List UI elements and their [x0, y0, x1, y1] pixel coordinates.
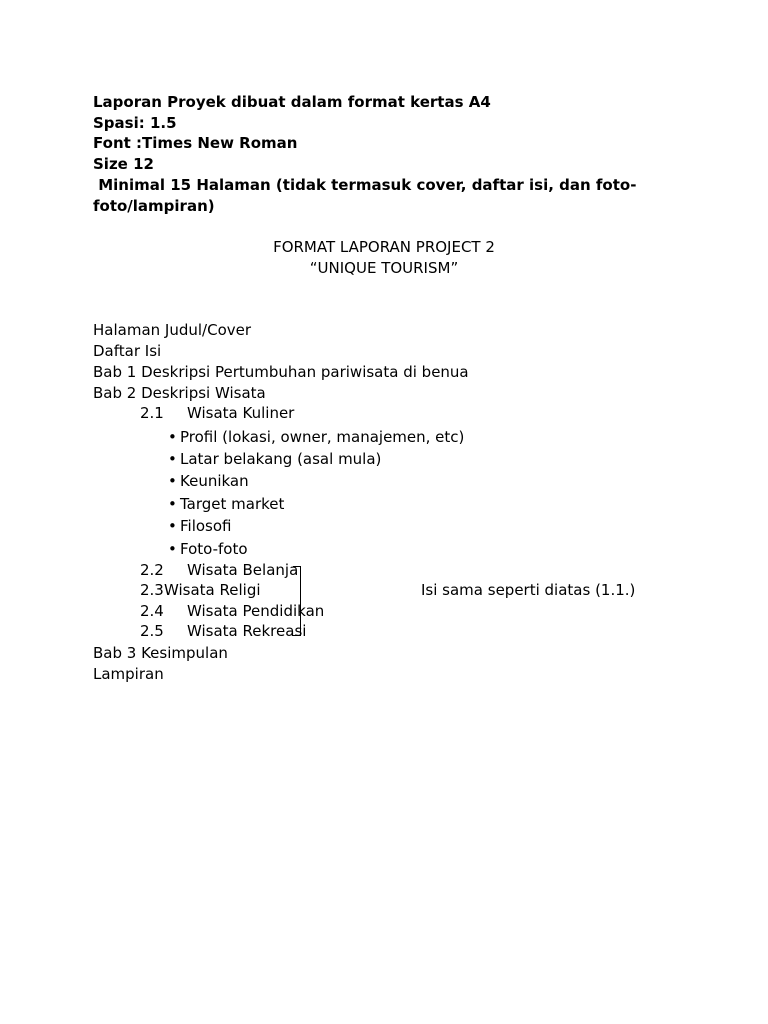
list-item: • Latar belakang (asal mula)	[168, 450, 382, 468]
section-number: 2.1	[140, 404, 164, 422]
section-number: 2.4	[140, 602, 164, 620]
outline-toc: Daftar Isi	[93, 342, 162, 360]
req-size: Size 12	[93, 155, 154, 173]
page-subtitle: “UNIQUE TOURISM”	[309, 259, 459, 277]
section-number: 2.2	[140, 561, 164, 579]
section-label: Wisata Kuliner	[187, 404, 295, 422]
outline-cover: Halaman Judul/Cover	[93, 321, 252, 339]
bullet-icon: •	[168, 450, 177, 468]
page-title: FORMAT LAPORAN PROJECT 2	[273, 238, 495, 256]
req-min-pages-cont: foto/lampiran)	[93, 197, 215, 215]
list-item: • Keunikan	[168, 472, 249, 490]
list-item: • Filosofi	[168, 517, 232, 535]
outline-bab2: Bab 2 Deskripsi Wisata	[93, 384, 266, 402]
section-label: Wisata Religi	[164, 581, 261, 599]
section-note: Isi sama seperti diatas (1.1.)	[421, 581, 636, 599]
outline-bab3: Bab 3 Kesimpulan	[93, 644, 228, 662]
section-number: 2.5	[140, 622, 164, 640]
bullet-icon: •	[168, 472, 177, 490]
bullet-icon: •	[168, 540, 177, 558]
grouping-bracket	[292, 566, 301, 636]
section-label: Wisata Pendidikan	[187, 602, 325, 620]
req-paper-format: Laporan Proyek dibuat dalam format kertas A4	[93, 93, 491, 111]
list-item: • Target market	[168, 495, 285, 513]
req-font: Font :Times New Roman	[93, 134, 298, 152]
req-min-pages: Minimal 15 Halaman (tidak termasuk cover, daftar isi, dan foto-	[93, 176, 637, 194]
req-spacing: Spasi: 1.5	[93, 114, 177, 132]
bullet-icon: •	[168, 517, 177, 535]
section-label: Wisata Belanja	[187, 561, 299, 579]
list-item: • Profil (lokasi, owner, manajemen, etc)	[168, 428, 465, 446]
list-item: • Foto-foto	[168, 540, 248, 558]
section-label: Wisata Rekreasi	[187, 622, 307, 640]
bullet-icon: •	[168, 495, 177, 513]
outline-attachments: Lampiran	[93, 665, 164, 683]
bullet-icon: •	[168, 428, 177, 446]
section-number: 2.3	[140, 581, 164, 599]
outline-bab1: Bab 1 Deskripsi Pertumbuhan pariwisata di benua	[93, 363, 469, 381]
